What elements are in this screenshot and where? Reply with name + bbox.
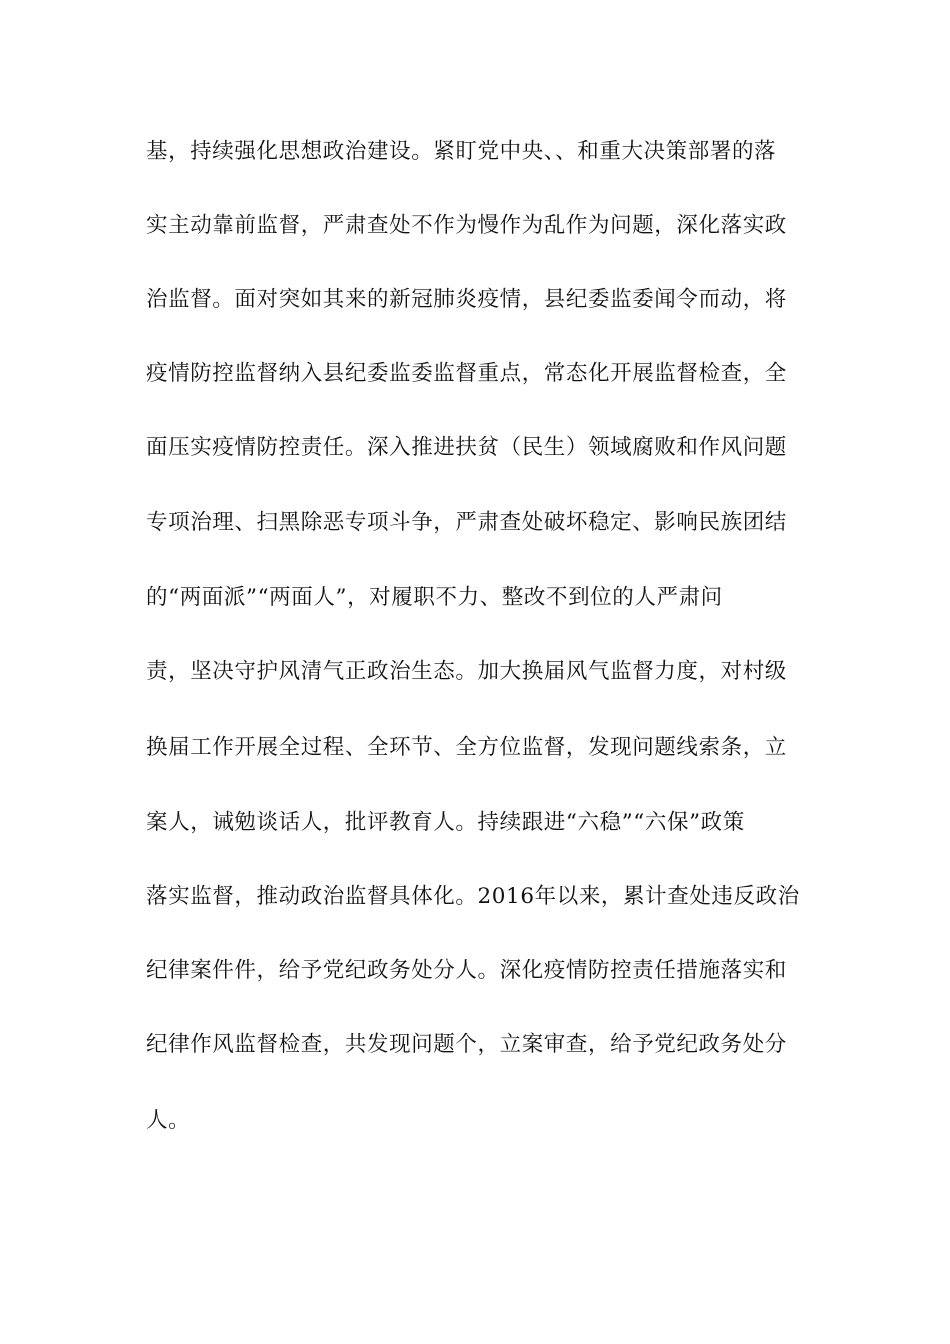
paragraph-line: 案人，诫勉谈话人，批评教育人。持续跟进“六稳”“六保”政策 — [146, 810, 745, 835]
paragraph-line: 基，持续强化思想政治建设。紧盯党中央、、和重大决策部署的落 — [146, 139, 777, 164]
paragraph-line: 责，坚决守护风清气正政治生态。加大换届风气监督力度，对村级 — [146, 659, 787, 684]
paragraph-line: 人。 — [146, 1108, 191, 1133]
paragraph-line: 纪律案件件，给予党纪政务处分人。深化疫情防控责任措施落实和 — [146, 958, 787, 983]
paragraph-line: 纪律作风监督检查，共发现问题个，立案审查，给予党纪政务处分 — [146, 1032, 787, 1057]
paragraph-line: 落实监督，推动政治监督具体化。2016年以来，累计查处违反政治 — [146, 884, 800, 909]
paragraph-line: 面压实疫情防控责任。深入推进扶贫（民生）领域腐败和作风问题 — [146, 435, 787, 460]
paragraph-line: 换届工作开展全过程、全环节、全方位监督，发现问题线索条，立 — [146, 735, 787, 760]
paragraph-line: 治监督。面对突如其来的新冠肺炎疫情，县纪委监委闻令而动，将 — [146, 287, 787, 312]
paragraph-line: 疫情防控监督纳入县纪委监委监督重点，常态化开展监督检查，全 — [146, 361, 787, 386]
paragraph-line: 实主动靠前监督，严肃查处不作为慢作为乱作为问题，深化落实政 — [146, 213, 787, 238]
paragraph-line: 的“两面派”“两面人”，对履职不力、整改不到位的人严肃问 — [146, 585, 723, 610]
paragraph-line: 专项治理、扫黑除恶专项斗争，严肃查处破坏稳定、影响民族团结 — [146, 510, 787, 535]
